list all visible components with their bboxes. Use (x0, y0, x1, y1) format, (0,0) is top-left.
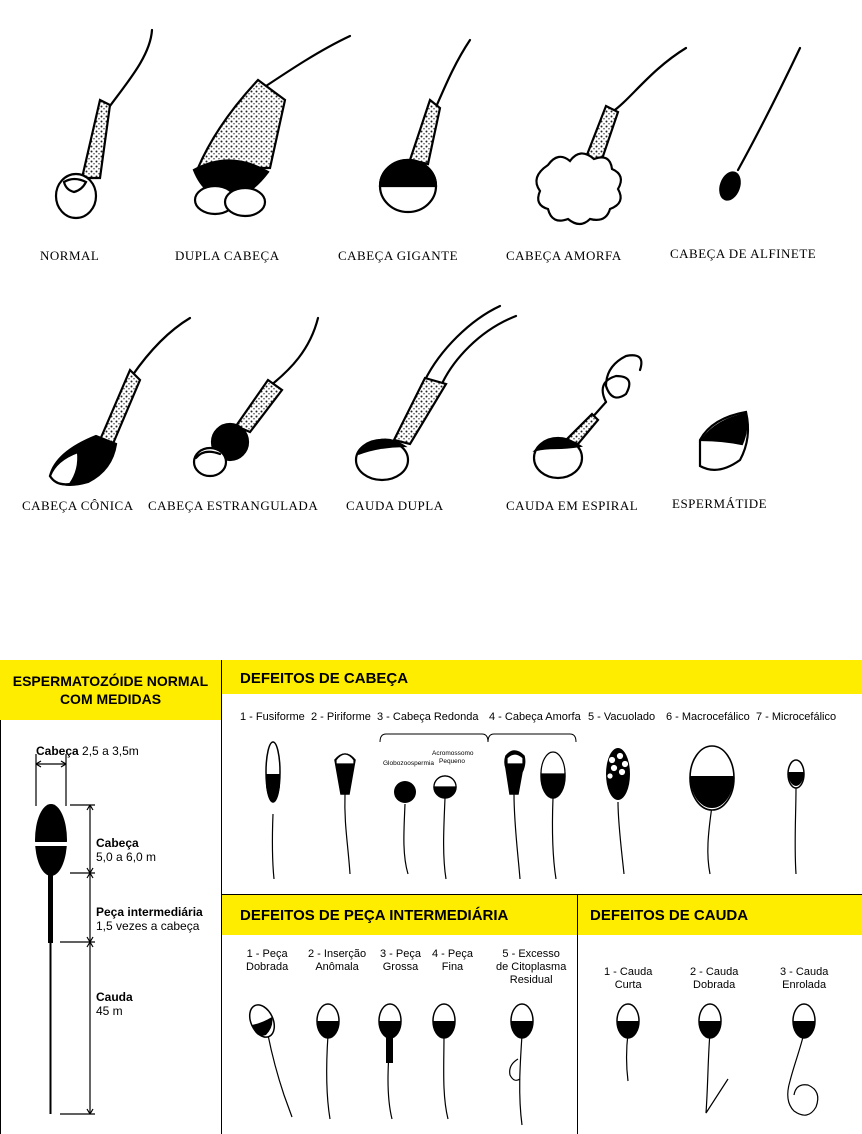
tail-defect-1-l2: Curta (614, 979, 642, 991)
mid-defect-3-l2: Grossa (382, 961, 419, 973)
label-conical-head: CABEÇA CÔNICA (22, 498, 134, 513)
tail-defects-header: DEFEITOS DE CAUDA (578, 895, 862, 935)
label-double-tail: CAUDA DUPLA (346, 498, 444, 513)
sub-acrosome-1: Acromossomo (432, 750, 474, 757)
mid-defect-4-l1: 4 - Peça (432, 948, 473, 960)
head-defect-drawings (222, 694, 862, 894)
mid-defect-4-l2: Fina (441, 961, 464, 973)
head-defects-header: DEFEITOS DE CABEÇA (222, 660, 862, 694)
upper-morphology-drawings (0, 0, 862, 560)
tail-length-label: Cauda (96, 990, 133, 1004)
sub-acrosome-2: Pequeno (439, 758, 466, 765)
double-head-sperm-drawing (194, 36, 350, 216)
label-pin-head: CABEÇA DE ALFINETE (670, 246, 817, 261)
pin-head-sperm-drawing (717, 48, 800, 202)
tail-defect-2-l1: 2 - Cauda (690, 966, 739, 978)
mid-defect-1-l1: 1 - Peça (246, 948, 288, 960)
sub-globozoospermia: Globozoospermia (383, 760, 434, 767)
label-normal: NORMAL (40, 248, 100, 263)
mid-tail-defect-drawings (222, 995, 862, 1134)
double-tail-sperm-drawing (356, 306, 516, 480)
head-defect-2: 2 - Piriforme (311, 711, 371, 723)
label-strangulated-head: CABEÇA ESTRANGULADA (148, 498, 319, 513)
mid-defect-5-l2: de Citoplasma (496, 961, 567, 973)
amorphous-head-sperm-drawing (536, 48, 686, 224)
head-defect-4: 4 - Cabeça Amorfa (489, 711, 581, 723)
label-double-head: DUPLA CABEÇA (175, 248, 280, 263)
head-defect-5: 5 - Vacuolado (588, 711, 656, 723)
normal-tail-shape (50, 942, 52, 1114)
strangulated-head-sperm-drawing (194, 318, 318, 476)
mid-defect-2-l2: Anômala (315, 961, 359, 973)
label-spermatid: ESPERMÁTIDE (672, 496, 768, 511)
mid-defect-1-l2: Dobrada (246, 961, 289, 973)
tail-defect-2-l2: Dobrada (693, 979, 736, 991)
head-width-label: Cabeça (36, 744, 79, 758)
normal-sperm-drawing (56, 30, 152, 218)
head-defect-3: 3 - Cabeça Redonda (377, 711, 479, 723)
head-length-label: Cabeça (96, 836, 139, 850)
normal-head-shape (35, 804, 67, 876)
label-spiral-tail: CAUDA EM ESPIRAL (506, 498, 639, 513)
mid-defect-3-l1: 3 - Peça (380, 948, 421, 960)
giant-head-sperm-drawing (380, 40, 470, 212)
label-giant-head: CABEÇA GIGANTE (338, 248, 459, 263)
spermatid-drawing (700, 412, 748, 470)
normal-title-line1: ESPERMATOZÓIDE NORMAL (12, 673, 209, 689)
normal-panel-header (0, 660, 221, 720)
spiral-tail-sperm-drawing (534, 355, 641, 478)
tail-length-value: 45 m (96, 1004, 123, 1018)
midpiece-label: Peça intermediária (96, 905, 203, 919)
tail-defect-1-l1: 1 - Cauda (604, 966, 653, 978)
head-width-value: 2,5 a 3,5m (82, 744, 139, 758)
normal-title-line2: COM MEDIDAS (59, 691, 162, 707)
tail-defect-3-l2: Enrolada (782, 979, 827, 991)
conical-head-sperm-drawing (50, 318, 190, 485)
head-length-value: 5,0 a 6,0 m (96, 850, 157, 864)
label-amorphous-head: CABEÇA AMORFA (506, 248, 622, 263)
head-defect-6: 6 - Macrocefálico (666, 711, 750, 723)
head-defect-1: 1 - Fusiforme (240, 711, 305, 723)
mid-defects-header: DEFEITOS DE PEÇA INTERMEDIÁRIA (222, 895, 577, 935)
mid-defect-5-l1: 5 - Excesso (502, 948, 560, 960)
normal-midpiece-shape (48, 875, 53, 943)
head-defect-7: 7 - Microcefálico (756, 711, 837, 723)
midpiece-value: 1,5 vezes a cabeça (96, 919, 200, 933)
mid-defect-5-l3: Residual (509, 974, 553, 986)
tail-defect-3-l1: 3 - Cauda (780, 966, 829, 978)
mid-defect-2-l1: 2 - Inserção (308, 948, 367, 960)
